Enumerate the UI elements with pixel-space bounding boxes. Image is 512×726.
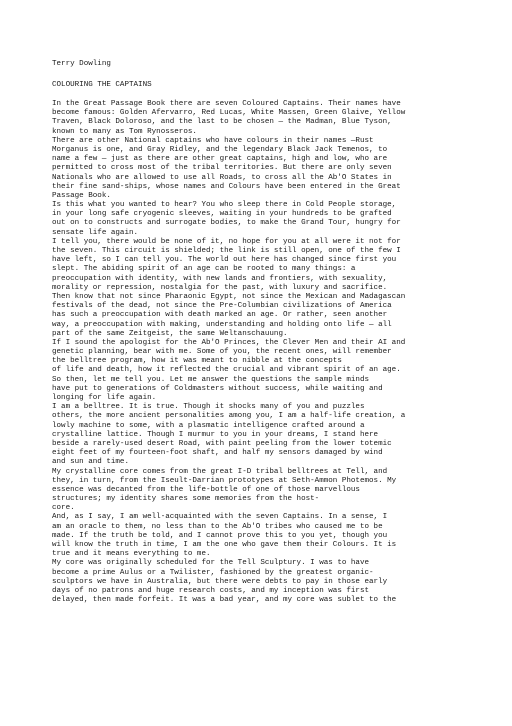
text-line: Passage Book. — [52, 191, 111, 200]
text-line: genetic planning, bear with me. Some of you, the recent ones, will remember — [52, 348, 392, 357]
text-line: In the Great Passage Book there are seven Coloured Captains. Their names have — [52, 100, 401, 108]
text-line: they, in turn, from the Iseult-Darrian prototypes at Seth-Ammon Photemos. My — [52, 476, 397, 485]
text-line: Is this what you wanted to hear? You who sleep there in Cold People storage, — [52, 201, 397, 210]
text-line: made. If the truth be told, and I cannot prove this to you yet, though you — [52, 531, 388, 540]
text-line: core. — [52, 504, 75, 513]
text-line: become a prime Aulus or a Twilister, fashioned by the greatest organic- — [52, 568, 374, 577]
text-line: have put to generations of Coldmasters without success, while waiting and — [52, 384, 383, 393]
text-line: name a few — just as there are other great captains, high and low, who are — [52, 155, 388, 164]
text-line: There are other National captains who have colours in their names —Rust — [52, 136, 374, 145]
text-line: has such a preoccupation with death marked an age. Or rather, seen another — [52, 311, 388, 320]
text-line: the belltree program, how it was meant to nibble at the concepts — [52, 357, 342, 366]
story-body — [52, 100, 512, 605]
text-line: Morganus is one, and Gray Ridley, and the legendary Black Jack Temenos, to — [52, 145, 388, 154]
text-line: the seven. This circuit is shielded; the link is still open, one of the few I — [52, 247, 401, 255]
text-line: slept. The abiding spirit of an age can be rooted to many things: a — [52, 265, 356, 274]
text-line: way, a preoccupation with making, understanding and holding onto life — all — [52, 320, 392, 329]
text-line: My crystalline core comes from the great I-D tribal belltrees at Tell, and — [52, 467, 388, 476]
text-line: sculptors we have in Australia, but there were debts to pay in those early — [52, 577, 388, 586]
text-line: crystalline lattice. Though I murmur to you in your dreams, I stand here — [52, 430, 379, 439]
text-line: So then, let me tell you. Let me answer the questions the sample minds — [52, 375, 370, 384]
text-line: And, as I say, I am well-acquainted with the seven Captains. In a sense, I — [52, 513, 388, 522]
text-line: morality or repression, nostalgia for the past, with luxury and sacrifice. — [52, 283, 388, 292]
text-line: Then know that not since Pharaonic Egypt, not since the Mexican and Madagascan — [52, 292, 406, 301]
story-title: COLOURING THE CAPTAINS — [52, 81, 152, 89]
text-line: beside a rarely-used desert Road, with paint peeling from the lower totemic — [52, 439, 392, 448]
text-line: out on to constructs and surrogate bodies, to make the Grand Tour, hungry for — [52, 219, 401, 228]
text-line: true and it means everything to me. — [52, 550, 211, 559]
text-line: delayed, then made forfeit. It was a bad year, and my core was sublet to the — [52, 596, 397, 605]
text-line: I am a belltree. It is true. Though it shocks many of you and puzzles — [52, 403, 365, 412]
text-line: have left, so I can tell you. The world out here has changed since first you — [52, 256, 397, 265]
text-line: preoccupation with identity, with new lands and frontiers, with sexuality, — [52, 274, 388, 283]
text-line: known to many as Tom Rynosseros. — [52, 127, 197, 136]
text-line: am an oracle to them, no less than to the Ab'O tribes who caused me to be — [52, 522, 383, 531]
text-line: become famous: Golden Afervarro, Red Lucas, White Massen, Green Glaive, Yellow — [52, 109, 406, 118]
text-line: and sun and time. — [52, 458, 129, 467]
author-name: Terry Dowling — [52, 60, 111, 68]
text-line: days of no patrons and huge research costs, and my inception was first — [52, 586, 370, 595]
text-line: festivals of the dead, not since the Pre-Columbian civilizations of America — [52, 302, 392, 311]
text-line: part of the same Zeitgeist, the same Weltanschauung. — [52, 329, 288, 338]
text-line: of life and death, how it reflected the crucial and vibrant spirit of an age. — [52, 366, 401, 375]
text-line: Traven, Black Doloroso, and the last to be chosen — the Madman, Blue Tyson, — [52, 118, 392, 127]
text-line: structures; my identity shares some memories from the host- — [52, 495, 320, 504]
text-line: in your long safe cryogenic sleeves, waiting in your hundreds to be grafted — [52, 210, 392, 219]
text-line: I tell you, there would be none of it, no hope for you at all were it not for — [52, 237, 401, 246]
text-line: My core was originally scheduled for the Tell Sculptury. I was to have — [52, 559, 370, 568]
text-line: their fine sand-ships, whose names and Colours have been entered in the Great — [52, 182, 401, 191]
text-line: eight feet of my fourteen-foot shaft, and half my sensors damaged by wind — [52, 449, 383, 458]
text-line: will know the truth in time, I am the one who gave them their Colours. It is — [52, 541, 397, 549]
text-line: permitted to cross most of the tribal territories. But there are only seven — [52, 164, 392, 173]
text-line: essence was decanted from the life-bottle of one of those marvellous — [52, 485, 360, 494]
text-line: Nationals who are allowed to use all Roads, to cross all the Ab'O States in — [52, 173, 392, 182]
text-line: others, the more ancient personalities among you, I am a half-life creation, a — [52, 412, 406, 421]
text-line: sensate life again. — [52, 228, 139, 237]
text-line: lowly machine to some, with a plasmatic intelligence crafted around a — [52, 421, 365, 430]
text-line: If I sound the apologist for the Ab'O Princes, the Clever Men and their AI and — [52, 338, 406, 347]
text-line: longing for life again. — [52, 394, 157, 402]
